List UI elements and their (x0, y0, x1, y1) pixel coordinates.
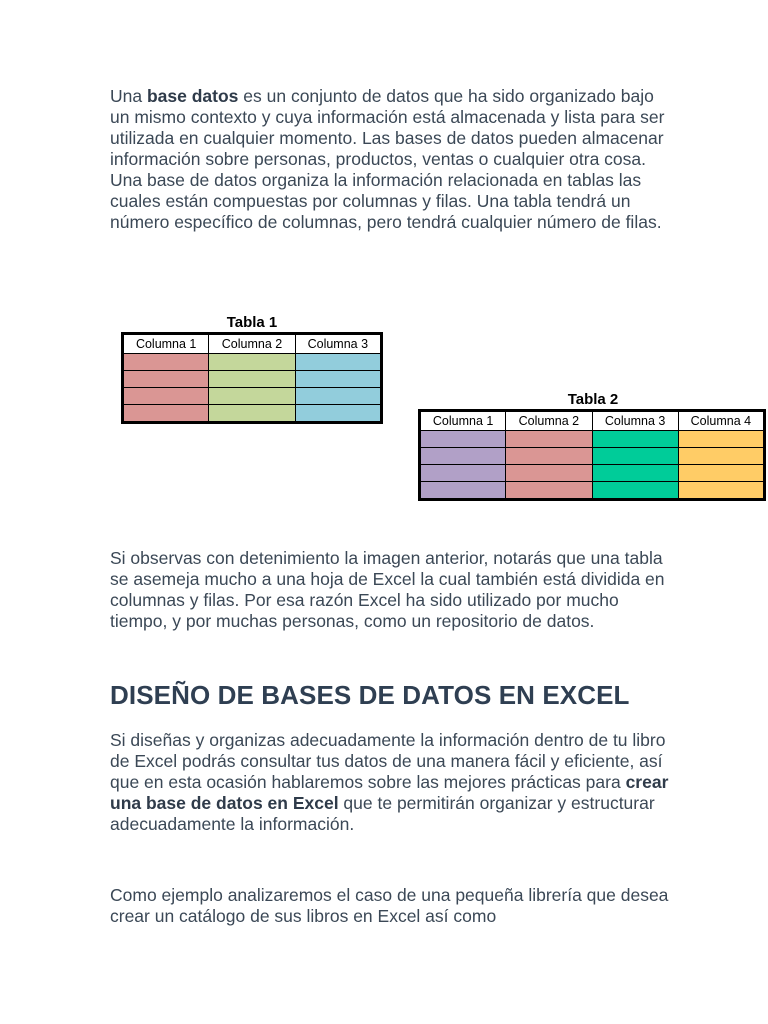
table2-cell (506, 448, 592, 465)
intro-paragraph (110, 86, 670, 233)
intro-rest: es un conjunto de datos que ha sido organizado bajo un mismo contexto y cuya información está almacenada y lista para ser utilizada en cualquier momento. Las bases de datos pueden almacenar información sobre personas, productos, ventas o cualquier otra cosa. (110, 86, 665, 169)
example-paragraph: Como ejemplo analizaremos el caso de una pequeña librería que desea crear un catálogo de sus libros en Excel así como (110, 885, 669, 926)
table2-cell (592, 431, 678, 448)
table1-cell (209, 371, 295, 388)
table2-title: Tabla 2 (567, 391, 619, 408)
table1-cell (295, 354, 381, 371)
table2-row (420, 465, 765, 482)
table2-cell (678, 465, 764, 482)
table1-body (123, 354, 382, 423)
example-table-2 (418, 409, 766, 501)
observation-paragraph: Si observas con detenimiento la imagen anterior, notarás que una tabla se asemeja mucho a una hoja de Excel la cual también está dividida en columnas y filas. Por esa razón Excel ha sido utilizado por mucho tiempo, y por muchas personas, como un repositorio de datos. (110, 548, 665, 631)
table2-header-row (420, 411, 765, 431)
table2-cell (592, 465, 678, 482)
table2-row (420, 431, 765, 448)
table2-body (420, 431, 765, 500)
table2-cell (678, 431, 764, 448)
table2-column-header: Columna 2 (506, 411, 592, 431)
table1-row (123, 388, 382, 405)
table1-row (123, 405, 382, 423)
table2-cell (420, 465, 506, 482)
table1-title: Tabla 1 (226, 314, 278, 331)
table2-cell (678, 482, 764, 500)
table1-cell (295, 371, 381, 388)
table2-column-header: Columna 1 (420, 411, 506, 431)
table1-row (123, 354, 382, 371)
table2-cell (592, 482, 678, 500)
table1-cell (123, 405, 209, 423)
table2-cell (678, 448, 764, 465)
table2-cell (506, 431, 592, 448)
table1-cell (209, 388, 295, 405)
table2-cell (506, 465, 592, 482)
table2-cell (420, 431, 506, 448)
table1-cell (209, 405, 295, 423)
table2-column-header: Columna 4 (678, 411, 764, 431)
table1-cell (295, 388, 381, 405)
design-paragraph (110, 730, 670, 835)
design-bold-phrase: crear una base de datos en Excel (110, 772, 669, 813)
table1-cell (295, 405, 381, 423)
table2-row (420, 482, 765, 500)
design-rest: que te permitirán organizar y estructurar adecuadamente la información. (110, 793, 655, 834)
table1-column-header: Columna 3 (295, 334, 381, 354)
intro-second-sentence: Una base de datos organiza la información relacionada en tablas las cuales están compuestas por columnas y filas. Una tabla tendrá un número específico de columnas, pero tendrá cualquier número de filas. (110, 170, 662, 232)
intro-bold-term: base datos (146, 86, 239, 106)
table1-cell (123, 388, 209, 405)
table1-column-header: Columna 1 (123, 334, 209, 354)
design-lead: Si diseñas y organizas adecuadamente la información dentro de tu libro de Excel podrás consultar tus datos de una manera fácil y eficiente, así que en esta ocasión hablaremos sobre las mejores prácticas para (110, 730, 666, 792)
intro-lead: Una (110, 86, 147, 106)
table1-header-row (123, 334, 382, 354)
table2-cell (592, 448, 678, 465)
table1-column-header: Columna 2 (209, 334, 295, 354)
table2-cell (506, 482, 592, 500)
table2-cell (420, 482, 506, 500)
table1-cell (123, 371, 209, 388)
table1-cell (123, 354, 209, 371)
table1-cell (209, 354, 295, 371)
table1-row (123, 371, 382, 388)
table2-cell (420, 448, 506, 465)
table2-column-header: Columna 3 (592, 411, 678, 431)
table2-row (420, 448, 765, 465)
section-heading: DISEÑO DE BASES DE DATOS EN EXCEL (110, 680, 630, 710)
example-table-1 (121, 332, 383, 424)
